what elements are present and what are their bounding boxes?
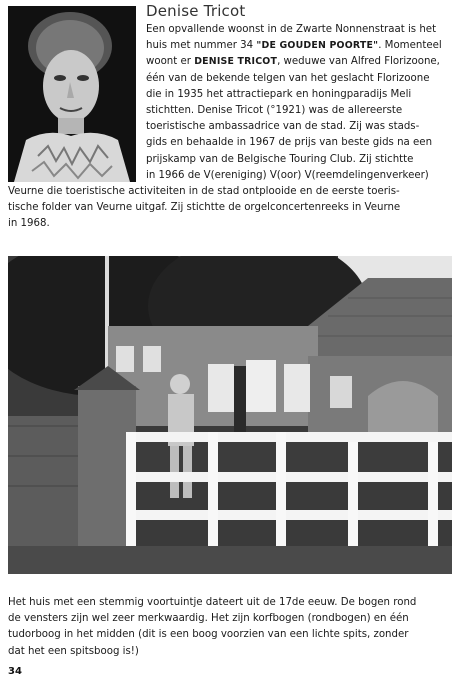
text-line: Het huis met een stemmig voortuintje dateert uit de 17de eeuw. De bogen rond: [8, 597, 417, 608]
page-number: 34: [8, 666, 22, 677]
text-line: Een opvallende woonst in de Zwarte Nonnenstraat is het: [146, 24, 437, 35]
text-line: gids en behaalde in 1967 de prijs van beste gids na een: [146, 137, 433, 149]
portrait-photo: [8, 6, 136, 182]
text-line: in 1966 de V(ereniging) V(oor) V(reemdelingenverkeer): [146, 169, 429, 181]
text-line: Veurne die toeristische activiteiten in de stad ontplooide en de eerste toeris-: [8, 186, 400, 197]
text-line: stichtten. Denise Tricot (°1921) was de allereerste: [146, 105, 403, 117]
text-line: prijskamp van de Belgische Touring Club. Zij stichtte: [146, 153, 414, 165]
house-photo: [8, 256, 452, 574]
text-line: die in 1935 het attractiepark en honingparadijs Meli: [146, 88, 412, 100]
text-line: woont er DENISE TRICOT, weduwe van Alfred Florizoone,: [146, 56, 440, 68]
text-line: één van de bekende telgen van het geslacht Florizoone: [146, 72, 430, 84]
portrait-illustration: [8, 6, 136, 182]
photo-caption: [8, 595, 454, 660]
text-line: de vensters zijn wel zeer merkwaardig. Het zijn korfbogen (rondbogen) en één: [8, 613, 409, 625]
text-line: tische folder van Veurne uitgaf. Zij stichtte de orgelconcertenreeks in Veurne: [8, 202, 401, 214]
person-name: DENISE TRICOT: [194, 56, 278, 68]
text-line: toeristische ambassadrice van de stad. Zij was stads-: [146, 121, 420, 133]
article-heading: Denise Tricot: [146, 2, 246, 20]
intro-paragraph: [146, 22, 452, 184]
text-line: tudorboog in het midden (dit is een boog voorzien van een lichte spits, zonder: [8, 629, 409, 641]
house-illustration: [8, 256, 452, 574]
text-line: huis met nummer 34 "DE GOUDEN POORTE". Momenteel: [146, 40, 442, 52]
text-line: in 1968.: [8, 218, 50, 230]
continuation-paragraph: [8, 184, 452, 233]
text-line: dat het een spitsboog is!): [8, 645, 139, 657]
house-name: "DE GOUDEN POORTE": [256, 40, 379, 52]
